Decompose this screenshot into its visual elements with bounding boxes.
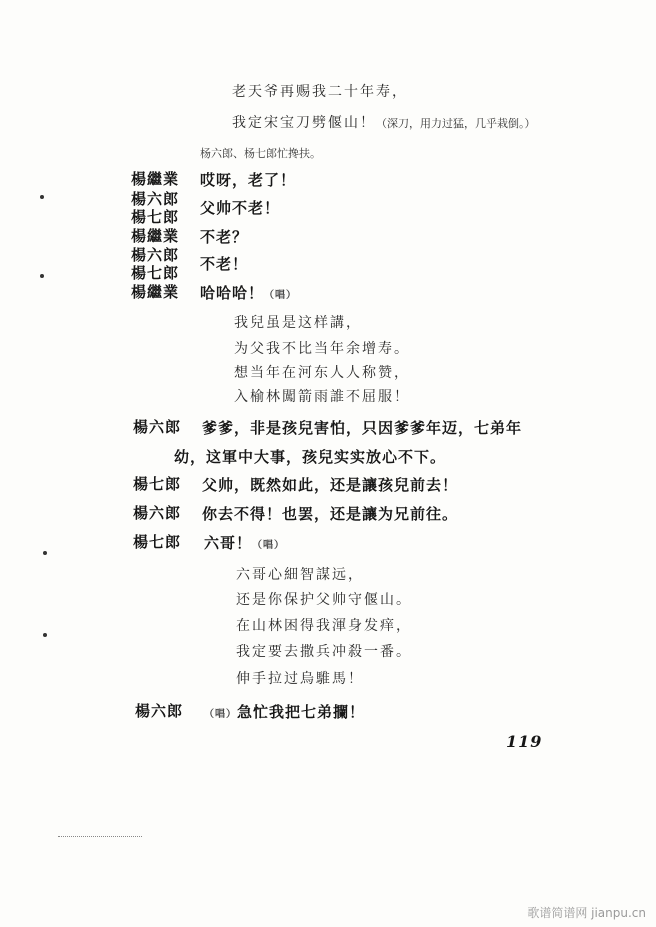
speaker-label: 楊七郎 bbox=[131, 208, 180, 226]
song-line: 我定要去撒兵冲殺一番。 bbox=[236, 644, 412, 660]
speech-text: 你去不得！也罢，还是讓为兄前往。 bbox=[202, 505, 459, 523]
speech-text bbox=[204, 702, 365, 725]
song-line: 入榆林闖箭雨誰不屈服！ bbox=[234, 389, 410, 405]
speaker-label: 楊六郎 bbox=[135, 702, 184, 720]
scan-artifact-line bbox=[58, 836, 142, 839]
sing-marker: （唱） bbox=[264, 290, 298, 301]
speech-text-continued: 幼，这軍中大事，孩兒实实放心不下。 bbox=[174, 448, 447, 466]
speech-text-main: 急忙我把七弟攔！ bbox=[237, 703, 366, 721]
sing-marker: （唱） bbox=[252, 540, 286, 551]
speaker-label: 楊七郎 bbox=[133, 475, 182, 493]
scan-speck bbox=[40, 195, 44, 199]
speaker-label: 楊六郎 bbox=[133, 418, 182, 436]
speech-text: 哎呀，老了！ bbox=[200, 171, 297, 189]
song-line: 还是你保护父帅守偃山。 bbox=[236, 592, 412, 608]
speaker-label: 楊六郎 bbox=[131, 246, 180, 264]
speech-text: 爹爹，非是孩兒害怕，只因爹爹年迈，七弟年 bbox=[202, 419, 523, 437]
stage-direction: 杨六郎、杨七郎忙搀扶。 bbox=[200, 147, 321, 160]
song-line-text: 我定宋宝刀劈偃山！ bbox=[232, 115, 376, 131]
speaker-label: 楊七郎 bbox=[131, 264, 180, 282]
song-line: 六哥心細智謀远， bbox=[236, 567, 364, 583]
song-line: 在山林困得我渾身发痒， bbox=[236, 618, 412, 634]
sing-marker: （唱） bbox=[204, 709, 237, 720]
speech-text: 不老？ bbox=[200, 228, 249, 246]
speech-text bbox=[204, 533, 285, 556]
speaker-label: 楊六郎 bbox=[131, 190, 180, 208]
speaker-label: 楊六郎 bbox=[133, 504, 182, 522]
speech-text: 父帅不老！ bbox=[200, 199, 281, 217]
speaker-label: 楊繼業 bbox=[131, 283, 180, 301]
watermark: 歌谱简谱网 jianpu.cn bbox=[527, 906, 646, 920]
speech-text-main: 哈哈哈！ bbox=[200, 284, 265, 302]
song-line: 伸手拉过烏騅馬！ bbox=[236, 671, 364, 687]
speaker-label-pair bbox=[131, 246, 201, 282]
speech-text-main: 六哥！ bbox=[204, 534, 253, 552]
song-line: 想当年在河东人人称赞， bbox=[234, 365, 410, 381]
song-line: 我兒虽是这样講， bbox=[234, 315, 362, 331]
scan-speck bbox=[43, 551, 47, 555]
stage-direction: （深刀，用力过猛，几乎栽倒。） bbox=[376, 117, 536, 130]
speaker-label: 楊七郎 bbox=[133, 533, 182, 551]
scan-speck bbox=[40, 274, 44, 278]
speech-text bbox=[200, 283, 297, 306]
song-line: 老天爷再赐我二十年寿， bbox=[232, 84, 408, 100]
song-line: 为父我不比当年余增寿。 bbox=[234, 341, 410, 357]
speaker-label: 楊繼業 bbox=[131, 227, 180, 245]
speech-text: 不老！ bbox=[200, 255, 249, 273]
speaker-label: 楊繼業 bbox=[131, 170, 180, 188]
song-line bbox=[232, 113, 536, 134]
speaker-label-pair bbox=[131, 190, 201, 226]
speech-text: 父帅，既然如此，还是讓孩兒前去！ bbox=[202, 476, 459, 494]
scan-speck bbox=[43, 633, 47, 637]
page-number: 119 bbox=[506, 732, 543, 751]
